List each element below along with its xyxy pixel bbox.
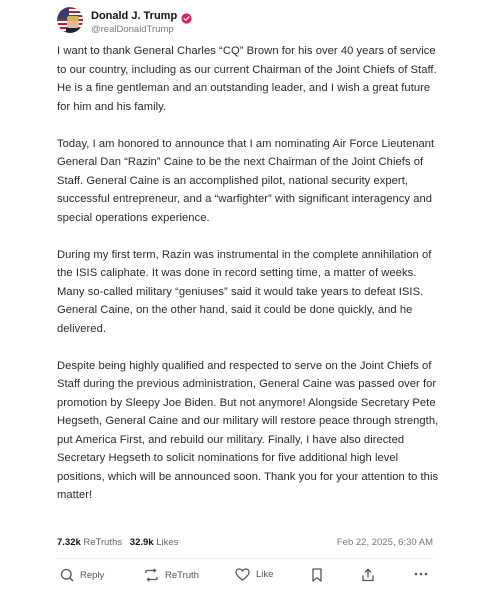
post-body: [57, 42, 442, 523]
post-stats: [57, 537, 433, 548]
avatar[interactable]: [57, 7, 83, 33]
like-button[interactable]: [235, 568, 273, 581]
post-paragraph: Despite being highly qualified and respected to serve on the Joint Chiefs of Staff during the previous administration, General Caine was passed over for promotion by Sleepy Joe Biden. But not anymore! Alongside Secretary Pete Hegseth, General Caine and our military will restore peace through strength, put America First, and rebuild our military. Finally, I have also directed Secretary Hegseth to solicit nominations for five additional high level positions, which will be announced soon. Thank you for your attention to this matter!: [57, 359, 439, 501]
share-button[interactable]: [361, 568, 375, 582]
reply-icon: [60, 568, 74, 582]
avatar-flag-icon: [57, 7, 83, 33]
retruth-icon: [144, 568, 159, 582]
post-timestamp[interactable]: Feb 22, 2025, 6:30 AM: [336, 537, 433, 548]
like-icon: [235, 568, 250, 581]
post-paragraph: During my first term, Razin was instrumental in the complete annihilation of the ISIS caliphate. It was done in record setting time, a matter of weeks. Many so-called military “geniuses” said it would take years to defeat ISIS. General Caine, on the other hand, said it could be done quickly, and he delivered.: [57, 248, 432, 335]
reply-button[interactable]: [60, 568, 104, 582]
author-name[interactable]: Donald J. Trump: [91, 10, 178, 22]
retruth-label: ReTruth: [165, 569, 199, 581]
bookmark-button[interactable]: [311, 568, 323, 582]
more-button[interactable]: [414, 571, 428, 577]
likes-stat[interactable]: [130, 537, 179, 548]
action-bar: [57, 568, 433, 588]
retruths-stat[interactable]: [57, 537, 122, 548]
likes-count: 32.9k: [129, 537, 154, 548]
retruths-count: 7.32k: [57, 537, 81, 548]
likes-label: Likes: [156, 537, 179, 548]
like-label: Like: [256, 569, 274, 580]
bookmark-icon: [311, 568, 323, 582]
retruth-button[interactable]: [144, 568, 199, 582]
more-icon: [414, 571, 428, 577]
post-paragraph: I want to thank General Charles “CQ” Brown for his over 40 years of service to our country, including as our current Chairman of the Joint Chiefs of Staff. He is a fine gentleman and an outstanding leader, and I wish a great future for him and his family.: [57, 45, 437, 113]
share-icon: [361, 568, 375, 582]
verified-icon: [181, 11, 192, 22]
divider: [57, 558, 433, 559]
author-name-row: [91, 10, 192, 22]
author-handle[interactable]: @realDonaldTrump: [91, 24, 174, 35]
reply-label: Reply: [80, 569, 105, 581]
retruths-label: ReTruths: [83, 537, 123, 548]
post-paragraph: Today, I am honored to announce that I am nominating Air Force Lieutenant General Dan “Razin” Caine to be the next Chairman of the Joint Chiefs of Staff. General Caine is an accomplished pilot, national security expert, successful entrepreneur, and a “warfighter” with significant interagency and special operations experience.: [57, 137, 435, 224]
